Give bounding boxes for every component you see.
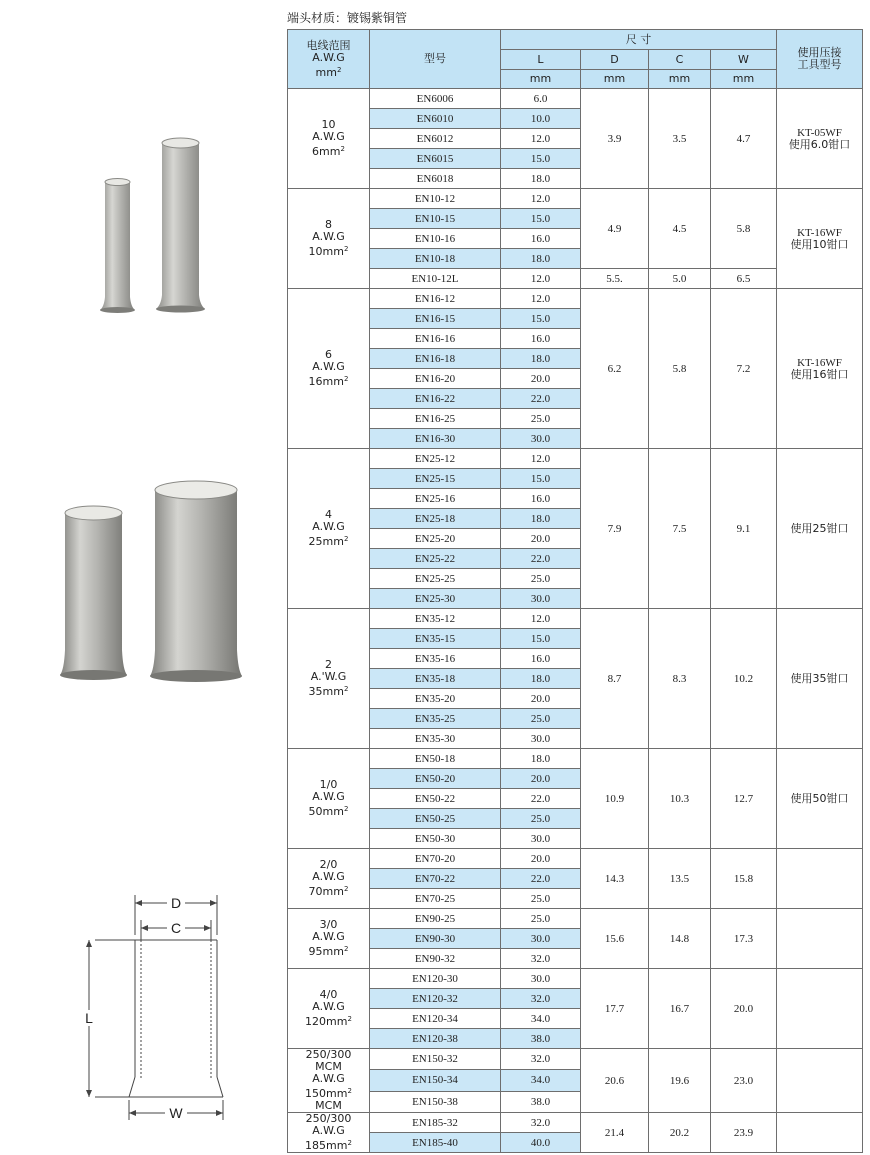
wire-range-cell: 8 A.W.G $10mm^2$ xyxy=(288,189,370,289)
tool-cell xyxy=(777,909,863,969)
length-cell: 25.0 xyxy=(501,409,581,429)
model-cell: EN50-30 xyxy=(370,829,501,849)
model-cell: EN150-34 xyxy=(370,1070,501,1091)
diagram-label-d: D xyxy=(170,895,182,911)
wire-range-cell: 2 A.'W.G $35mm^2$ xyxy=(288,609,370,749)
model-cell: EN25-30 xyxy=(370,589,501,609)
model-cell: EN120-30 xyxy=(370,969,501,989)
length-cell: 18.0 xyxy=(501,509,581,529)
small-tubes-photo xyxy=(95,135,215,320)
length-cell: 25.0 xyxy=(501,809,581,829)
tool-cell xyxy=(777,849,863,909)
model-cell: EN10-18 xyxy=(370,249,501,269)
dim-d2-cell: 5.5. xyxy=(581,269,649,289)
length-cell: 30.0 xyxy=(501,969,581,989)
tool-cell: KT-05WF 使用6.0钳口 xyxy=(777,89,863,189)
length-cell: 30.0 xyxy=(501,429,581,449)
length-cell: 30.0 xyxy=(501,829,581,849)
model-cell: EN185-32 xyxy=(370,1113,501,1133)
model-cell: EN16-18 xyxy=(370,349,501,369)
length-cell: 32.0 xyxy=(501,1113,581,1133)
length-cell: 16.0 xyxy=(501,649,581,669)
length-cell: 12.0 xyxy=(501,609,581,629)
table-row xyxy=(288,189,863,209)
model-cell: EN50-22 xyxy=(370,789,501,809)
dim-w-cell: 15.8 xyxy=(711,849,777,909)
dim-d-cell: 7.9 xyxy=(581,449,649,609)
dim-c-cell: 13.5 xyxy=(649,849,711,909)
wire-range-cell: 250/300 MCM A.W.G $150mm^2$ MCM xyxy=(288,1049,370,1113)
model-cell: EN35-18 xyxy=(370,669,501,689)
length-cell: 12.0 xyxy=(501,189,581,209)
table-row xyxy=(288,269,863,289)
table-row xyxy=(288,909,863,929)
header-model: 型号 xyxy=(370,30,501,89)
length-cell: 22.0 xyxy=(501,389,581,409)
model-cell: EN16-25 xyxy=(370,409,501,429)
model-cell: EN16-16 xyxy=(370,329,501,349)
length-cell: 25.0 xyxy=(501,889,581,909)
diagram-label-c: C xyxy=(170,920,182,936)
tool-cell xyxy=(777,1113,863,1153)
header-unit-w: mm xyxy=(711,70,777,89)
dim-c2-cell: 5.0 xyxy=(649,269,711,289)
model-cell: EN10-12L xyxy=(370,269,501,289)
length-cell: 15.0 xyxy=(501,469,581,489)
dimension-diagram xyxy=(75,885,240,1130)
dim-w-cell: 4.7 xyxy=(711,89,777,189)
dim-d-cell: 4.9 xyxy=(581,189,649,269)
length-cell: 12.0 xyxy=(501,449,581,469)
model-cell: EN25-16 xyxy=(370,489,501,509)
model-cell: EN25-15 xyxy=(370,469,501,489)
length-cell: 22.0 xyxy=(501,869,581,889)
wire-range-cell: 4/0 A.W.G $120mm^2$ xyxy=(288,969,370,1049)
model-cell: EN50-18 xyxy=(370,749,501,769)
dim-d-cell: 8.7 xyxy=(581,609,649,749)
length-cell: 18.0 xyxy=(501,749,581,769)
dim-c-cell: 5.8 xyxy=(649,289,711,449)
model-cell: EN90-25 xyxy=(370,909,501,929)
model-cell: EN16-12 xyxy=(370,289,501,309)
header-unit-l: mm xyxy=(501,70,581,89)
table-row xyxy=(288,289,863,309)
length-cell: 30.0 xyxy=(501,729,581,749)
length-cell: 16.0 xyxy=(501,489,581,509)
model-cell: EN120-32 xyxy=(370,989,501,1009)
model-cell: EN6018 xyxy=(370,169,501,189)
header-col-w: W xyxy=(711,50,777,70)
header-tool: 使用压接 工具型号 xyxy=(777,30,863,89)
header-unit-d: mm xyxy=(581,70,649,89)
length-cell: 18.0 xyxy=(501,169,581,189)
dim-c-cell: 3.5 xyxy=(649,89,711,189)
length-cell: 22.0 xyxy=(501,549,581,569)
dim-w-cell: 17.3 xyxy=(711,909,777,969)
table-row xyxy=(288,969,863,989)
model-cell: EN6006 xyxy=(370,89,501,109)
model-cell: EN150-38 xyxy=(370,1091,501,1112)
length-cell: 12.0 xyxy=(501,129,581,149)
dim-d-cell: 6.2 xyxy=(581,289,649,449)
model-cell: EN25-18 xyxy=(370,509,501,529)
table-row xyxy=(288,89,863,109)
tool-cell: 使用25钳口 xyxy=(777,449,863,609)
model-cell: EN90-30 xyxy=(370,929,501,949)
model-cell: EN25-22 xyxy=(370,549,501,569)
model-cell: EN120-38 xyxy=(370,1029,501,1049)
length-cell: 12.0 xyxy=(501,269,581,289)
model-cell: EN16-15 xyxy=(370,309,501,329)
dim-d-cell: 14.3 xyxy=(581,849,649,909)
length-cell: 10.0 xyxy=(501,109,581,129)
material-title: 端头材质：镀锡紫铜管 xyxy=(287,11,408,25)
tool-cell xyxy=(777,1049,863,1113)
model-cell: EN25-25 xyxy=(370,569,501,589)
length-cell: 18.0 xyxy=(501,349,581,369)
length-cell: 32.0 xyxy=(501,949,581,969)
dim-d-cell: 17.7 xyxy=(581,969,649,1049)
header-wire-range: 电线范围 A.W.G $mm^2$ xyxy=(288,30,370,89)
model-cell: EN6015 xyxy=(370,149,501,169)
model-cell: EN35-25 xyxy=(370,709,501,729)
length-cell: 38.0 xyxy=(501,1091,581,1112)
length-cell: 34.0 xyxy=(501,1009,581,1029)
model-cell: EN185-40 xyxy=(370,1133,501,1153)
header-col-l: L xyxy=(501,50,581,70)
dim-w-cell: 9.1 xyxy=(711,449,777,609)
dim-c-cell: 7.5 xyxy=(649,449,711,609)
model-cell: EN6010 xyxy=(370,109,501,129)
length-cell: 38.0 xyxy=(501,1029,581,1049)
length-cell: 6.0 xyxy=(501,89,581,109)
model-cell: EN10-12 xyxy=(370,189,501,209)
table-row xyxy=(288,1049,863,1070)
model-cell: EN25-12 xyxy=(370,449,501,469)
length-cell: 15.0 xyxy=(501,629,581,649)
wire-range-cell: 10 A.W.G $6mm^2$ xyxy=(288,89,370,189)
header-size: 尺 寸 xyxy=(501,30,777,50)
model-cell: EN150-32 xyxy=(370,1049,501,1070)
header-col-c: C xyxy=(649,50,711,70)
length-cell: 20.0 xyxy=(501,369,581,389)
tool-cell: KT-16WF 使用10钳口 xyxy=(777,189,863,289)
header-unit-c: mm xyxy=(649,70,711,89)
length-cell: 20.0 xyxy=(501,689,581,709)
dim-c-cell: 14.8 xyxy=(649,909,711,969)
dim-w-cell: 23.9 xyxy=(711,1113,777,1153)
length-cell: 30.0 xyxy=(501,929,581,949)
length-cell: 18.0 xyxy=(501,249,581,269)
length-cell: 25.0 xyxy=(501,909,581,929)
model-cell: EN90-32 xyxy=(370,949,501,969)
table-row xyxy=(288,1113,863,1133)
wire-range-cell: 2/0 A.W.G $70mm^2$ xyxy=(288,849,370,909)
dim-w-cell: 5.8 xyxy=(711,189,777,269)
table-row xyxy=(288,449,863,469)
dim-w2-cell: 6.5 xyxy=(711,269,777,289)
length-cell: 40.0 xyxy=(501,1133,581,1153)
model-cell: EN25-20 xyxy=(370,529,501,549)
tool-cell: 使用50钳口 xyxy=(777,749,863,849)
wire-range-cell: 250/300 A.W.G $185mm^2$ xyxy=(288,1113,370,1153)
dim-c-cell: 20.2 xyxy=(649,1113,711,1153)
length-cell: 15.0 xyxy=(501,209,581,229)
length-cell: 32.0 xyxy=(501,1049,581,1070)
length-cell: 15.0 xyxy=(501,309,581,329)
diagram-label-w: W xyxy=(169,1105,183,1121)
model-cell: EN50-25 xyxy=(370,809,501,829)
model-cell: EN120-34 xyxy=(370,1009,501,1029)
model-cell: EN50-20 xyxy=(370,769,501,789)
model-cell: EN70-25 xyxy=(370,889,501,909)
table-row xyxy=(288,609,863,629)
model-cell: EN35-15 xyxy=(370,629,501,649)
length-cell: 25.0 xyxy=(501,709,581,729)
dim-c-cell: 19.6 xyxy=(649,1049,711,1113)
model-cell: EN35-16 xyxy=(370,649,501,669)
dim-c-cell: 10.3 xyxy=(649,749,711,849)
model-cell: EN70-22 xyxy=(370,869,501,889)
spec-table xyxy=(287,29,863,1153)
length-cell: 16.0 xyxy=(501,329,581,349)
length-cell: 20.0 xyxy=(501,849,581,869)
length-cell: 18.0 xyxy=(501,669,581,689)
model-cell: EN10-15 xyxy=(370,209,501,229)
length-cell: 30.0 xyxy=(501,589,581,609)
dim-w-cell: 12.7 xyxy=(711,749,777,849)
wire-range-cell: 6 A.W.G $16mm^2$ xyxy=(288,289,370,449)
dim-c-cell: 4.5 xyxy=(649,189,711,269)
model-cell: EN35-20 xyxy=(370,689,501,709)
dim-w-cell: 20.0 xyxy=(711,969,777,1049)
model-cell: EN6012 xyxy=(370,129,501,149)
dim-d-cell: 15.6 xyxy=(581,909,649,969)
diagram-label-l: L xyxy=(85,1010,93,1026)
length-cell: 32.0 xyxy=(501,989,581,1009)
dim-c-cell: 8.3 xyxy=(649,609,711,749)
length-cell: 20.0 xyxy=(501,529,581,549)
dim-w-cell: 10.2 xyxy=(711,609,777,749)
dim-d-cell: 3.9 xyxy=(581,89,649,189)
dim-d-cell: 10.9 xyxy=(581,749,649,849)
wire-range-cell: 3/0 A.W.G $95mm^2$ xyxy=(288,909,370,969)
length-cell: 15.0 xyxy=(501,149,581,169)
dim-w-cell: 7.2 xyxy=(711,289,777,449)
model-cell: EN10-16 xyxy=(370,229,501,249)
length-cell: 25.0 xyxy=(501,569,581,589)
model-cell: EN35-30 xyxy=(370,729,501,749)
model-cell: EN16-22 xyxy=(370,389,501,409)
wire-range-cell: 4 A.W.G $25mm^2$ xyxy=(288,449,370,609)
dim-c-cell: 16.7 xyxy=(649,969,711,1049)
model-cell: EN16-20 xyxy=(370,369,501,389)
dim-d-cell: 21.4 xyxy=(581,1113,649,1153)
dim-w-cell: 23.0 xyxy=(711,1049,777,1113)
tool-cell xyxy=(777,969,863,1049)
model-cell: EN70-20 xyxy=(370,849,501,869)
table-row xyxy=(288,749,863,769)
length-cell: 34.0 xyxy=(501,1070,581,1091)
length-cell: 20.0 xyxy=(501,769,581,789)
tool-cell: KT-16WF 使用16钳口 xyxy=(777,289,863,449)
dim-d-cell: 20.6 xyxy=(581,1049,649,1113)
model-cell: EN35-12 xyxy=(370,609,501,629)
table-row xyxy=(288,849,863,869)
tool-cell: 使用35钳口 xyxy=(777,609,863,749)
large-tubes-photo xyxy=(55,480,250,685)
length-cell: 22.0 xyxy=(501,789,581,809)
header-col-d: D xyxy=(581,50,649,70)
length-cell: 12.0 xyxy=(501,289,581,309)
model-cell: EN16-30 xyxy=(370,429,501,449)
wire-range-cell: 1/0 A.W.G $50mm^2$ xyxy=(288,749,370,849)
length-cell: 16.0 xyxy=(501,229,581,249)
